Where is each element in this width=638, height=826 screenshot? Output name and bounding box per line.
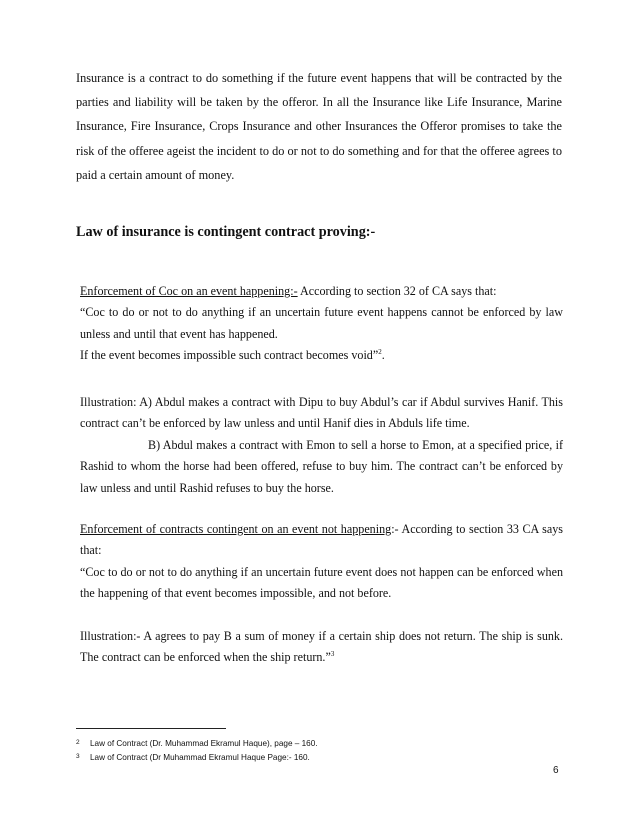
footnotes xyxy=(76,736,318,764)
illustration-2-text: Illustration:- A agrees to pay B a sum of money if a certain ship does not return. The ship is sunk. The contract can be enforced when the ship return.” xyxy=(80,629,563,665)
section-coc-happening-void xyxy=(80,345,563,366)
footnote-ref-2: 2 xyxy=(378,348,382,357)
section-coc-not-happening-quote: “Coc to do or not to do anything if an uncertain future event does not happen can be enforced when the happening of that event becomes impossible, and not before. xyxy=(80,564,563,601)
section-coc-happening xyxy=(80,281,563,367)
section-heading: Law of insurance is contingent contract proving:- xyxy=(76,224,376,240)
illustration-2 xyxy=(80,626,563,669)
footnote-divider xyxy=(76,728,226,729)
section-coc-happening-title: Enforcement of Coc on an event happening:- xyxy=(80,284,298,298)
section-coc-not-happening xyxy=(80,519,563,605)
section-coc-happening-quote: “Coc to do or not to do anything if an uncertain future event happens cannot be enforced by law unless and until that event has happened. xyxy=(80,305,563,341)
section-coc-not-happening-line xyxy=(80,519,563,562)
illustration-1-b: B) Abdul makes a contract with Emon to sell a horse to Emon, at a specified price, if Rashid to whom the horse had been offered, refuse to buy him. The contract can’t be enforced by law unless and until Rashid refuses to buy the horse. xyxy=(80,437,563,495)
illustration-1 xyxy=(80,392,563,499)
footnote-number: 2 xyxy=(76,739,80,746)
void-sentence: If the event becomes impossible such contract becomes void” xyxy=(80,348,379,363)
illustration-1-a: Illustration: A) Abdul makes a contract with Dipu to buy Abdul’s car if Abdul survives Hanif. This contract can’t be enforced by law unless and until Hanif dies in Abduls life time. xyxy=(80,395,563,431)
page-number: 6 xyxy=(553,765,559,776)
footnote-item xyxy=(76,736,318,750)
footnote-text: Law of Contract (Dr. Muhammad Ekramul Haque), page – 160. xyxy=(90,739,318,748)
footnote-text: Law of Contract (Dr Muhammad Ekramul Haque Page:- 160. xyxy=(90,753,310,762)
footnote-item xyxy=(76,750,318,764)
section-coc-not-happening-lead: :- According to section 33 CA says that: xyxy=(80,522,563,558)
section-coc-happening-lead: According to section 32 of CA says that: xyxy=(297,284,497,298)
footnote-number: 3 xyxy=(76,753,80,760)
intro-paragraph: Insurance is a contract to do something if the future event happens that will be contracted by the parties and liability will be taken by the offeror. In all the Insurance like Life Insurance, Marine Insurance, Fire Insurance, Crops Insurance and other Insurances the Offeror promises to take the risk of the offeree ageist the incident to do or not to do something and for that the offeree agrees to paid a certain amount of money. xyxy=(76,71,562,182)
footnote-ref-3: 3 xyxy=(330,650,335,659)
void-period: . xyxy=(381,348,385,363)
section-coc-happening-line xyxy=(80,281,563,302)
section-coc-not-happening-title: Enforcement of contracts contingent on an event not happening xyxy=(80,522,392,536)
